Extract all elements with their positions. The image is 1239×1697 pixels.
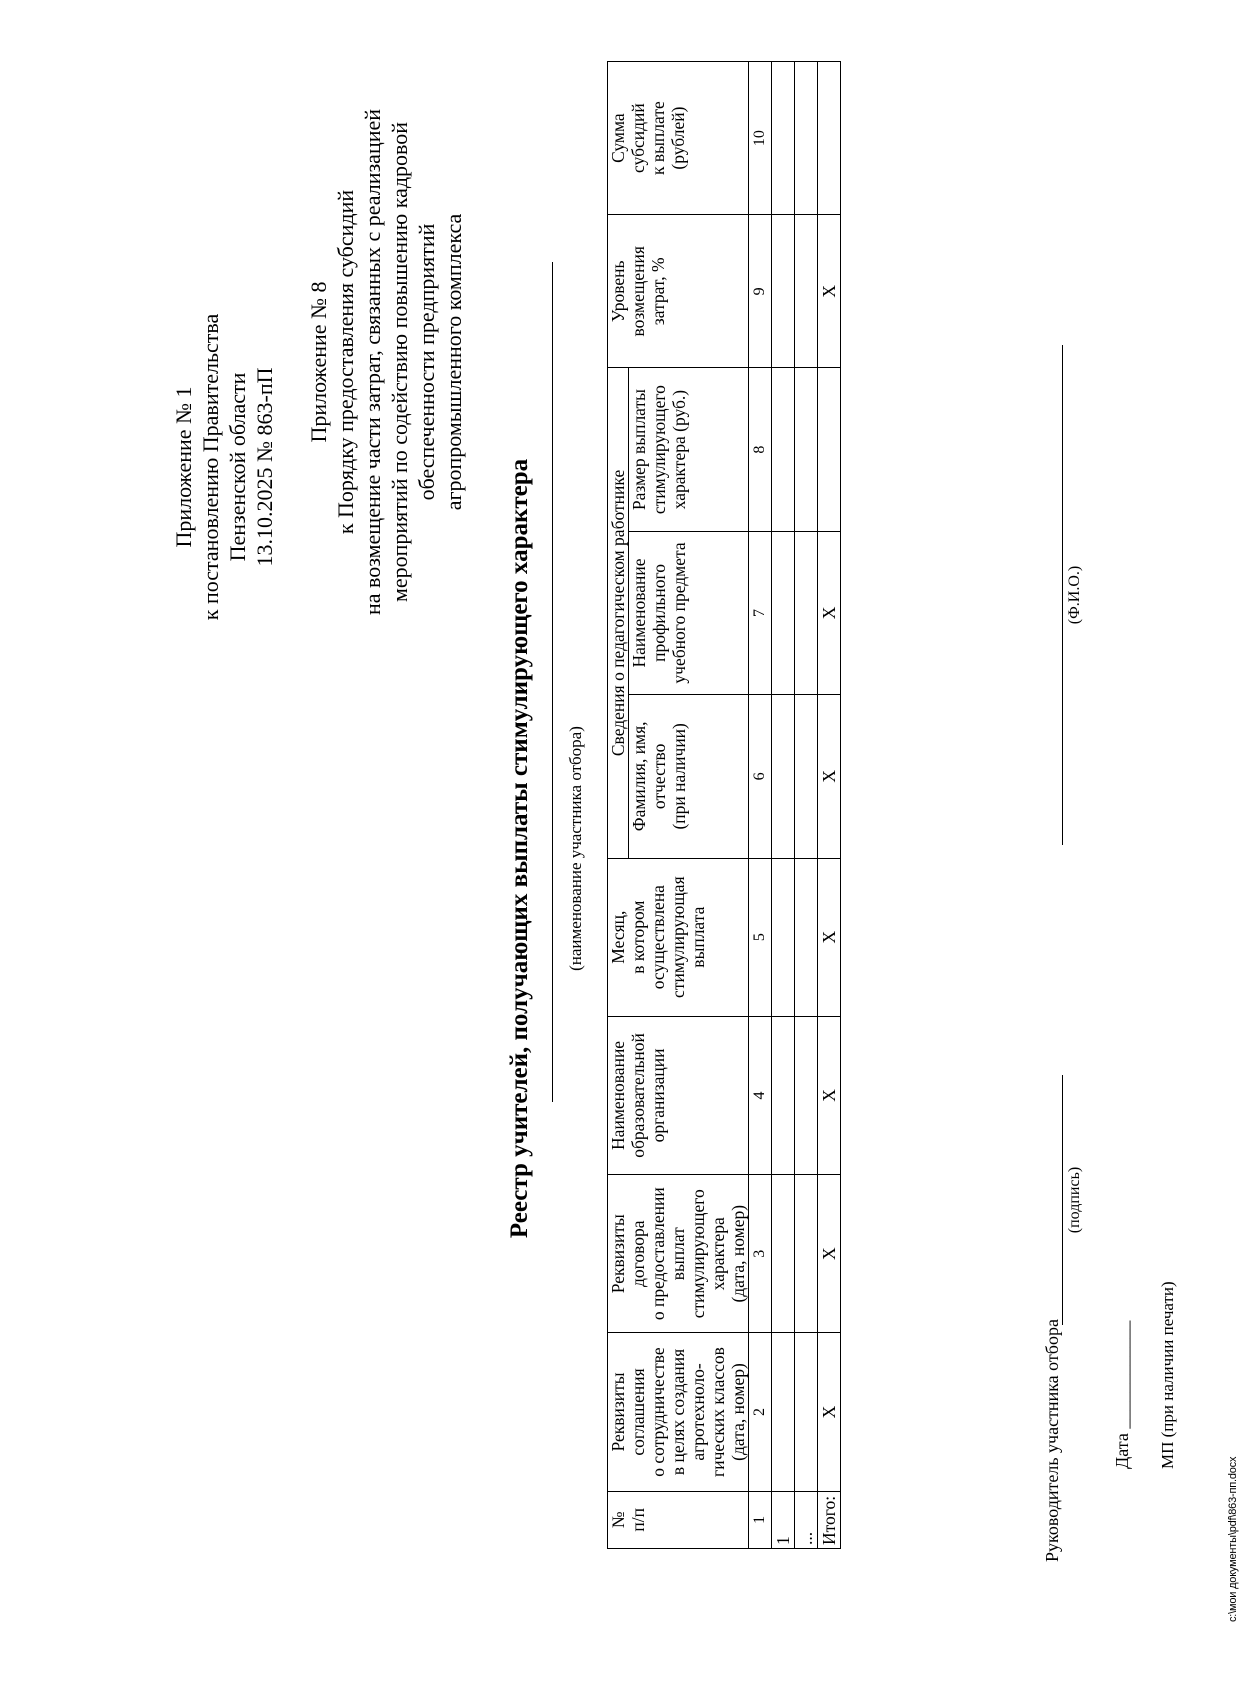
header-line: (рублей) — [668, 106, 688, 170]
participant-name-line — [552, 262, 553, 1102]
total-label: Итого: — [818, 1491, 841, 1548]
column-number: 7 — [749, 531, 772, 694]
header-line: (дата, номер) — [728, 1363, 748, 1461]
header-line: Уровень — [608, 260, 628, 323]
header-line: Реквизиты — [608, 1214, 628, 1294]
header-line: договора — [628, 1220, 648, 1287]
full-name-caption: (Ф.И.О.) — [1066, 565, 1083, 625]
date-field: Дата ____________ — [1112, 1320, 1132, 1469]
file-path-footer: c:\мои документы\pdf\863-пп.docx — [1227, 1456, 1239, 1622]
table-cell — [772, 695, 795, 858]
stamp-label: МП (при наличии печати) — [1158, 1281, 1177, 1469]
table-cell — [772, 531, 795, 694]
order-line: обеспеченности предприятий — [414, 223, 439, 501]
header-cell-subject — [629, 531, 749, 694]
table-cell — [772, 62, 795, 215]
header-line: осуществлена — [648, 885, 668, 990]
table-cell: X — [818, 1175, 841, 1333]
header-line: агротехноло- — [688, 1363, 708, 1461]
header-cell-teacher-group: Сведения о педагогическом работнике — [608, 368, 629, 858]
table-cell — [795, 1175, 818, 1333]
table-cell — [795, 1016, 818, 1174]
signature-line — [1062, 1075, 1063, 1325]
table-cell — [772, 215, 795, 368]
table-cell — [772, 1175, 795, 1333]
table-cell: X — [818, 531, 841, 694]
appendix-line: к постановлению Правительства — [198, 313, 223, 621]
header-line: Сумма — [608, 113, 628, 163]
header-line: в котором — [628, 900, 648, 974]
header-line: отчество — [649, 743, 669, 810]
header-line: (дата, номер) — [728, 1204, 748, 1303]
header-line: учебного предмета — [669, 542, 689, 684]
header-cell-fullname — [629, 695, 749, 858]
appendix-line: Приложение № 8 — [306, 281, 331, 443]
header-cell-subsidy — [608, 62, 749, 215]
order-line: на возмещение части затрат, связанных с реализацией — [360, 108, 385, 616]
table-cell — [772, 1333, 795, 1491]
header-cell-payment — [629, 368, 749, 531]
table-cell — [818, 62, 841, 215]
column-number: 6 — [749, 695, 772, 858]
header-line: Месяц, — [608, 910, 628, 964]
header-cell-reimbursement — [608, 215, 749, 368]
participant-name-caption: (наименование участника отбора) — [566, 726, 585, 971]
header-line: (при наличии) — [669, 723, 689, 830]
signer-label: Руководитель участника отбора — [1042, 1319, 1062, 1562]
header-line: Фамилия, имя, — [629, 721, 649, 832]
full-name-line — [1062, 345, 1063, 845]
header-line: возмещения — [628, 246, 648, 337]
header-line: к выплате — [648, 101, 668, 175]
table-cell: X — [818, 858, 841, 1016]
appendix-line: к Порядку предоставления субсидий — [333, 189, 358, 535]
header-line: характера (руб.) — [669, 389, 689, 510]
total-row — [818, 62, 841, 1549]
header-line: выплата — [688, 906, 708, 968]
table-cell: X — [818, 1016, 841, 1174]
table-cell — [795, 858, 818, 1016]
appendix-line: Приложение № 1 — [171, 386, 196, 548]
header-cell-organization — [608, 1016, 749, 1174]
table-cell: X — [818, 1333, 841, 1491]
header-line: п/п — [628, 1508, 648, 1532]
header-line: Реквизиты — [608, 1372, 628, 1452]
order-reference — [305, 62, 467, 662]
table-cell — [772, 858, 795, 1016]
appendix-line: 13.10.2025 № 863-пП — [252, 367, 277, 567]
column-number: 9 — [749, 215, 772, 368]
header-line: стимулирующего — [688, 1189, 708, 1319]
header-line: Наименование — [629, 558, 649, 668]
header-line: профильного — [649, 564, 669, 662]
registry-table — [607, 61, 841, 1549]
header-line: Размер выплаты — [629, 389, 649, 511]
header-line: гических классов — [708, 1347, 728, 1477]
header-line: характера — [708, 1217, 728, 1291]
column-number: 5 — [749, 858, 772, 1016]
header-line: образовательной — [628, 1033, 648, 1158]
table-cell — [795, 695, 818, 858]
appendix-header — [170, 257, 278, 677]
table-row — [795, 62, 818, 1549]
header-row — [608, 62, 629, 1549]
column-number-row — [749, 62, 772, 1549]
appendix-line: Пензенской области — [225, 372, 250, 562]
header-line: соглашения — [628, 1368, 648, 1456]
column-number: 4 — [749, 1016, 772, 1174]
header-cell-agreement — [608, 1333, 749, 1491]
table-cell: X — [818, 215, 841, 368]
column-number: 8 — [749, 368, 772, 531]
table-row — [772, 62, 795, 1549]
order-line: агропромышленного комплекса — [441, 213, 466, 511]
header-line: в целях создания — [668, 1348, 688, 1476]
table-cell — [795, 215, 818, 368]
table-cell: ... — [795, 1491, 818, 1548]
document-title: Реестр учителей, получающих выплаты стимулирующего характера — [506, 458, 533, 1239]
column-number: 2 — [749, 1333, 772, 1491]
header-line: стимулирующего — [649, 385, 669, 515]
column-number: 10 — [749, 62, 772, 215]
table-cell — [795, 531, 818, 694]
table-cell: X — [818, 695, 841, 858]
header-line: выплат — [668, 1227, 688, 1281]
column-number: 3 — [749, 1175, 772, 1333]
table-cell — [795, 368, 818, 531]
header-line: о сотрудничестве — [648, 1347, 668, 1477]
column-number: 1 — [749, 1491, 772, 1548]
header-line: организации — [648, 1048, 668, 1143]
header-cell-month — [608, 858, 749, 1016]
table-cell — [795, 62, 818, 215]
table-cell — [772, 1016, 795, 1174]
header-line: № — [608, 1511, 628, 1529]
header-line: о предоставлении — [648, 1187, 668, 1321]
header-cell-contract — [608, 1175, 749, 1333]
header-cell-number — [608, 1491, 749, 1548]
table-cell — [772, 368, 795, 531]
signature-caption: (подпись) — [1066, 1166, 1083, 1234]
header-line: Наименование — [608, 1040, 628, 1150]
header-line: стимулирующая — [668, 876, 688, 998]
table-cell: 1 — [772, 1491, 795, 1548]
table-cell — [818, 368, 841, 531]
header-line: субсидий — [628, 103, 648, 173]
header-line: затрат, % — [648, 257, 668, 326]
table-cell — [795, 1333, 818, 1491]
order-line: мероприятий по содействию повышению кадровой — [387, 121, 412, 603]
